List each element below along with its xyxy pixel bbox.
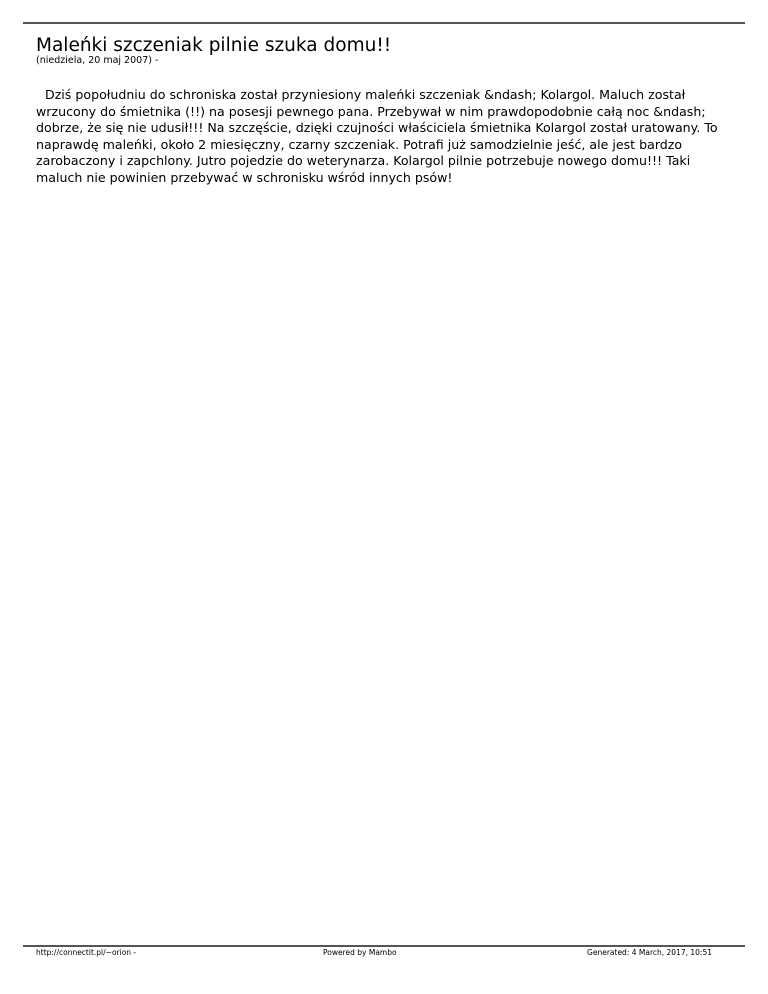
bottom-divider (23, 945, 745, 947)
article-title: Maleńki szczeniak pilnie szuka domu!! (36, 35, 392, 56)
footer-generated-date: Generated: 4 March, 2017, 10:51 (587, 948, 712, 957)
page-footer (36, 948, 712, 960)
top-divider (23, 22, 745, 24)
footer-url: http://connectit.pl/~orion - (36, 948, 137, 957)
article-body: Dziś popołudniu do schroniska został przyniesiony maleńki szczeniak &ndash; Kolargol. Maluch został wrzucony do śmietnika (!!) na posesji pewnego pana. Przebywał w nim prawdopodobnie całą noc &ndash; dobrze, że się nie udusił!!! Na szczęście, dzięki czujności właściciela śmietnika Kolargol został uratowany. To naprawdę maleńki, około 2 miesięczny, czarny szczeniak. Potrafi już samodzielnie jeść, ale jest bardzo zarobaczony i zapchlony. Jutro pojedzie do weterynarza. Kolargol pilnie potrzebuje nowego domu!!! Taki maluch nie powinien przebywać w schronisku wśród innych psów! (36, 87, 718, 185)
article-date: (niedziela, 20 maj 2007) - (36, 55, 159, 66)
footer-powered-by: Powered by Mambo (323, 948, 397, 957)
